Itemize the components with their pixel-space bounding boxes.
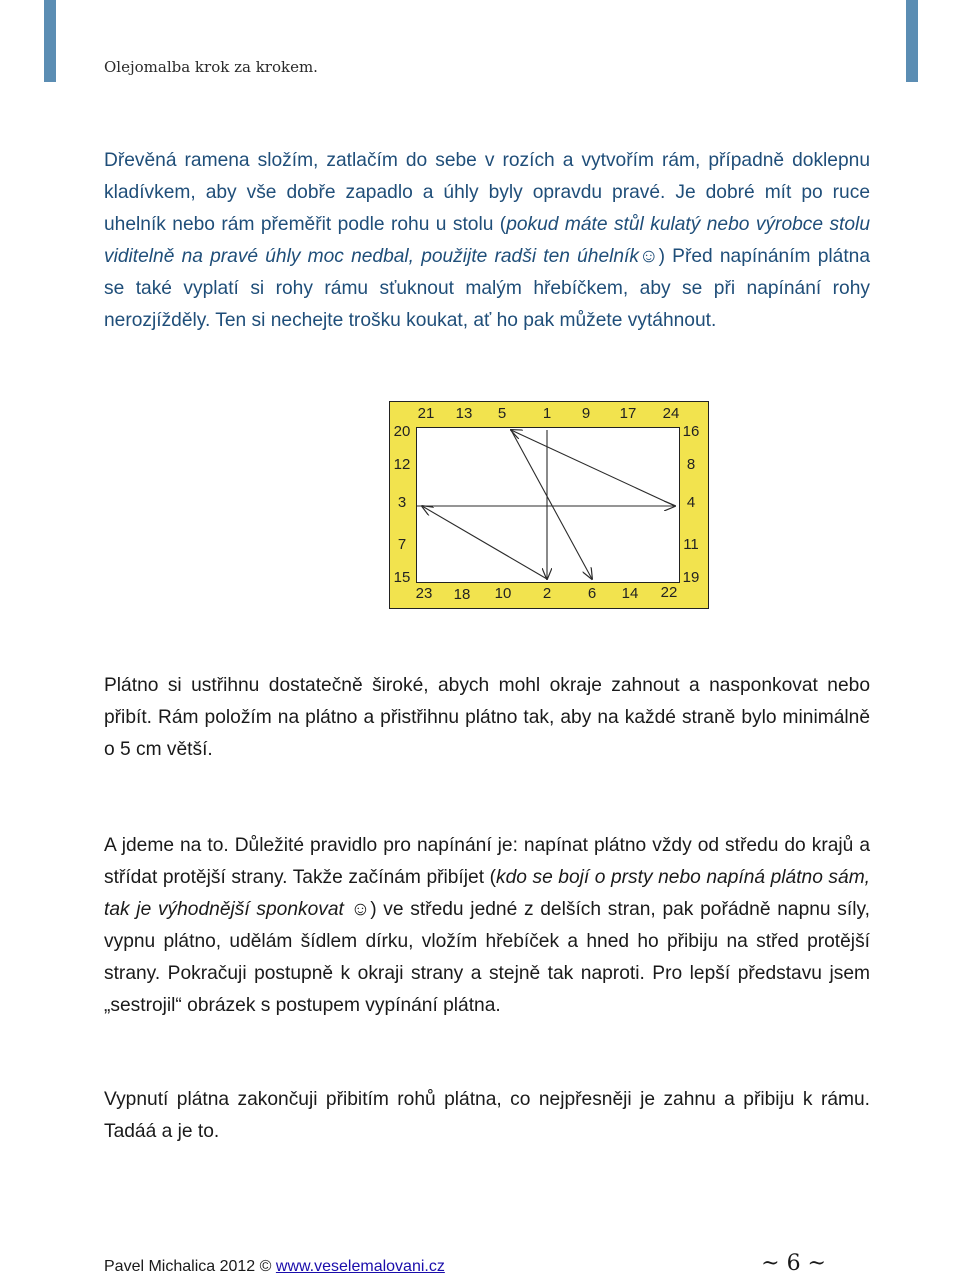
paragraph-stretching: [104, 830, 870, 1022]
nail-label-bottom: 6: [587, 585, 597, 602]
paragraph-frame-assembly: [104, 145, 870, 337]
paragraph-text: ) Před napínáním plátna se také vyplatí si rohy rámu sťuknout malým hřebíčkem, aby se při napínání rohy nerozjížděly. Ten si nechejte trošku koukat, ať ho pak můžete vytáhnout.: [104, 246, 870, 331]
nail-label-right: 11: [683, 536, 699, 553]
nail-label-left: 20: [393, 423, 411, 440]
nail-label-top: 5: [497, 405, 507, 422]
nail-label-bottom: 10: [494, 585, 512, 602]
nail-label-top: 1: [542, 405, 552, 422]
paragraph-italic-note: pokud máte stůl kulatý nebo výrobce stolu viditelně na pravé úhly moc nedbal, použijte radši ten úhelník: [104, 214, 870, 267]
nail-label-right: 19: [682, 569, 700, 586]
nail-label-left: 7: [397, 536, 407, 553]
paragraph-text: Dřevěná ramena složím, zatlačím do sebe v rozích a vytvořím rám, případně doklepnu kladívkem, aby vše dobře zapadlo a úhly byly opravdu pravé. Je dobré mít po ruce uhelník nebo rám přeměřit podle rohu u stolu (: [104, 150, 870, 235]
website-link[interactable]: www.veselemalovani.cz: [275, 1258, 445, 1275]
header-bar-left: [44, 0, 56, 82]
footer-author-text: Pavel Michalica 2012 ©: [104, 1258, 272, 1275]
nail-label-bottom: 2: [542, 585, 552, 602]
paragraph-canvas-cutting: Plátno si ustřihnu dostatečně široké, abych mohl okraje zahnout a nasponkovat nebo přibít. Rám položím na plátno a přistřihnu plátno tak, aby na každé straně bylo minimálně o 5 cm větší.: [104, 675, 870, 760]
smiley-icon: ☺: [639, 246, 659, 267]
header-bar-right: [906, 0, 918, 82]
nail-label-bottom: 18: [453, 586, 471, 603]
canvas-area: [417, 428, 680, 583]
paragraph-italic-note: kdo se bojí o prsty nebo napíná plátno sám, tak je výhodnější sponkovat: [104, 867, 871, 920]
nail-label-left: 12: [393, 456, 411, 473]
page-number: ~ 6 ~: [761, 1251, 826, 1276]
paragraph-text: A jdeme na to. Důležité pravidlo pro napínání je: napínat plátno vždy od středu do krajů a střídat protější strany. Takže začínám přibíjet (: [104, 835, 870, 888]
nail-label-bottom: 23: [415, 585, 433, 602]
nail-label-bottom: 22: [660, 584, 678, 601]
nail-label-top: 17: [619, 405, 637, 422]
nail-label-right: 8: [686, 456, 696, 473]
header-title: Olejomalba krok za krokem.: [104, 58, 318, 76]
smiley-icon: ☺: [350, 899, 371, 920]
nail-label-right: 16: [682, 423, 700, 440]
stretching-order-diagram: [389, 401, 709, 609]
nail-label-right: 4: [686, 494, 696, 511]
nail-label-left: 15: [393, 569, 411, 586]
nail-label-left: 3: [397, 494, 407, 511]
nail-label-top: 13: [455, 405, 473, 422]
nail-label-bottom: 14: [621, 585, 639, 602]
footer-author: [104, 1258, 445, 1276]
footer: [104, 1251, 826, 1281]
nail-label-top: 24: [662, 405, 680, 422]
paragraph-corners: Vypnutí plátna zakončuji přibitím rohů plátna, co nejpřesněji je zahnu a přibiju k rámu. Tadáá a je to.: [104, 1089, 870, 1142]
nail-label-top: 21: [417, 405, 435, 422]
paragraph-text: ) ve středu jedné z delších stran, pak pořádně napnu síly, vypnu plátno, udělám šídlem dírku, vložím hřebíček a hned ho přibiju na střed protější strany. Pokračuji postupně k okraji strany a stejně tak naproti. Pro lepší představu jsem „sestrojil“ obrázek s postupem vypínání plátna.: [104, 899, 870, 1016]
nail-label-top: 9: [581, 405, 591, 422]
